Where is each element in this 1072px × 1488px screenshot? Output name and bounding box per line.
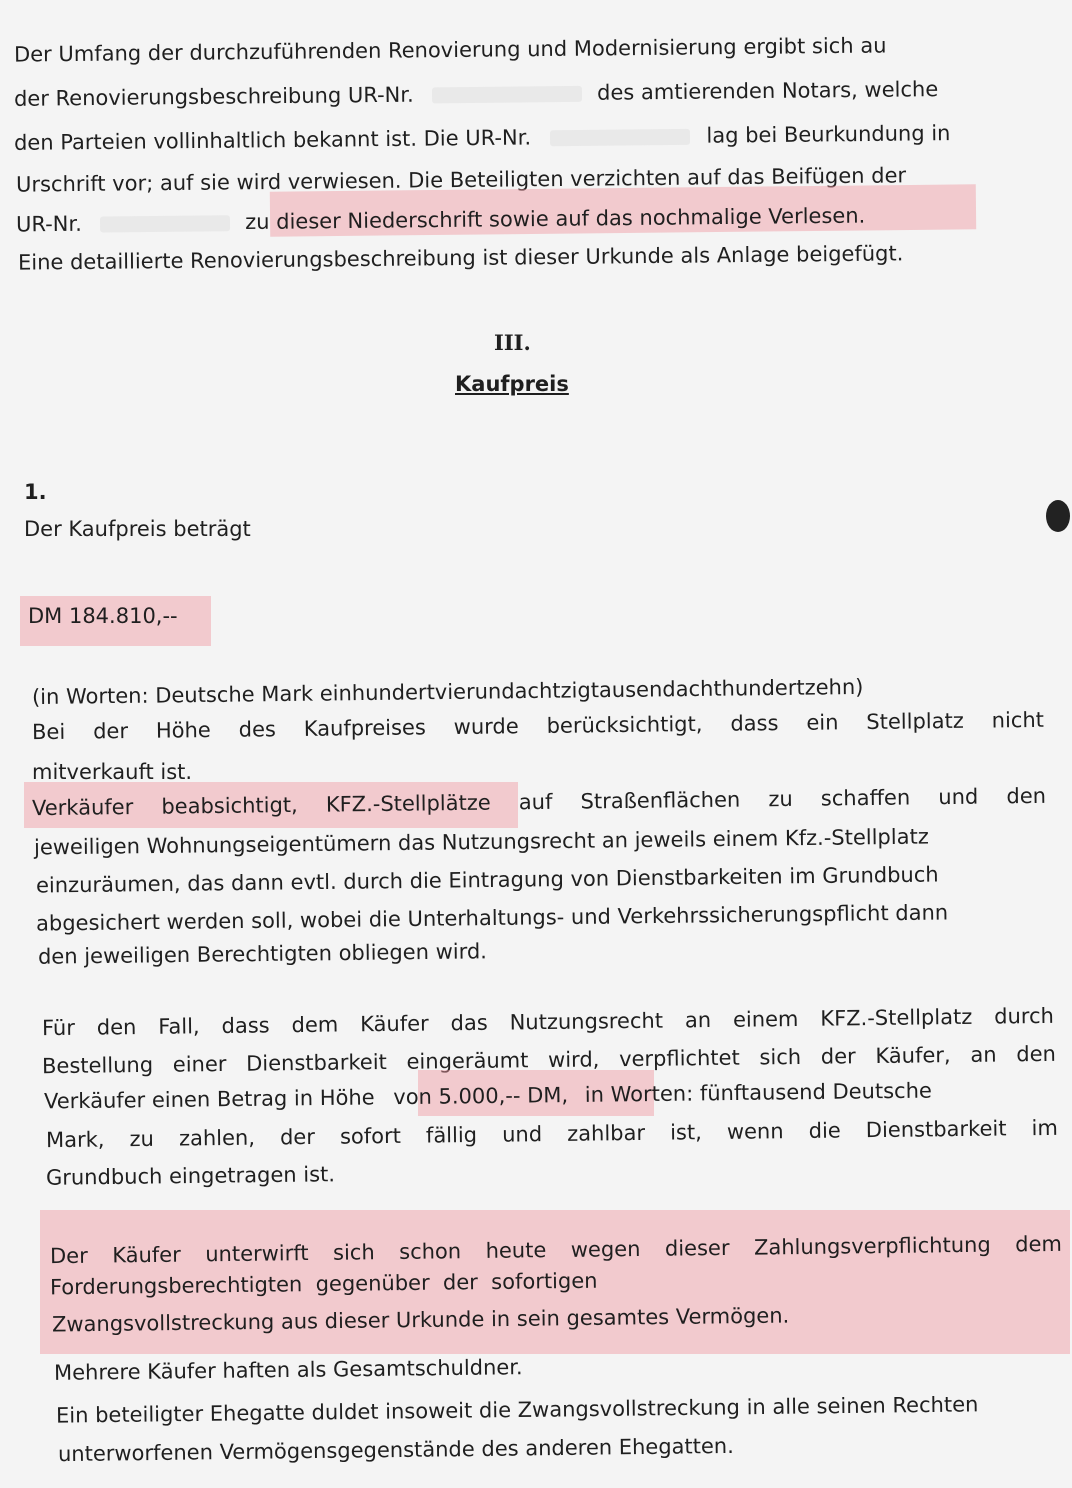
word: Verkäufer bbox=[31, 794, 134, 821]
word: an bbox=[970, 1042, 997, 1067]
text-line: Eine detaillierte Renovierungsbeschreibung ist dieser Urkunde als Anlage beigefügt. bbox=[17, 241, 904, 275]
text-line bbox=[44, 1077, 932, 1116]
word: einem bbox=[732, 1006, 799, 1032]
word: unterwirft bbox=[205, 1241, 309, 1267]
word: durch bbox=[994, 1003, 1054, 1029]
text-segment: des amtierenden Notars, welche bbox=[596, 77, 939, 105]
word: Zahlungsverpflichtung bbox=[753, 1232, 991, 1260]
word: im bbox=[1031, 1115, 1058, 1141]
word: verpflichtet bbox=[618, 1045, 740, 1072]
text-line: den jeweiligen Berechtigten obliegen wird. bbox=[37, 939, 488, 969]
text-line bbox=[14, 75, 938, 113]
word: Dienstbarkeit bbox=[865, 1116, 1007, 1143]
word: dass bbox=[221, 1013, 270, 1038]
word: der bbox=[92, 719, 129, 744]
word: das bbox=[450, 1010, 488, 1036]
word: dass bbox=[730, 711, 779, 736]
word: eingeräumt bbox=[406, 1048, 529, 1074]
text-line: abgesichert werden soll, wobei die Unterhaltungs- und Verkehrssicherungspflicht dann bbox=[35, 900, 949, 936]
text-line bbox=[42, 1002, 1054, 1042]
word: wird, bbox=[547, 1047, 600, 1073]
word: Käufer bbox=[360, 1011, 429, 1037]
word: wegen bbox=[570, 1236, 641, 1262]
text-segment: der Renovierungsbeschreibung UR-Nr. bbox=[13, 82, 414, 111]
text-segment: den Parteien vollinhaltlich bekannt ist. Die UR-Nr. bbox=[13, 125, 532, 155]
text-segment: UR-Nr. bbox=[15, 211, 82, 237]
word: einer bbox=[172, 1051, 227, 1077]
redacted-number bbox=[432, 86, 582, 104]
word: wenn bbox=[726, 1119, 784, 1144]
text-line: Forderungsberechtigten gegenüber der sofortigen bbox=[49, 1268, 598, 1300]
word: Kaufpreises bbox=[303, 715, 426, 741]
text-line: jeweiligen Wohnungseigentümern das Nutzungsrecht an jeweils einem Kfz.-Stellplatz bbox=[33, 824, 929, 860]
text-line: unterworfenen Vermögensgegenstände des anderen Ehegatten. bbox=[57, 1433, 734, 1467]
word: Für bbox=[41, 1015, 76, 1041]
text-segment: Verkäufer einen Betrag in Höhe bbox=[43, 1085, 375, 1114]
word: zu bbox=[768, 786, 793, 812]
word: dem bbox=[291, 1012, 339, 1038]
section-number: III. bbox=[494, 330, 531, 355]
redacted-number bbox=[550, 129, 690, 146]
word: heute bbox=[485, 1238, 547, 1263]
word: den bbox=[1016, 1041, 1056, 1067]
word: den bbox=[96, 1015, 137, 1040]
text-line: mitverkauft ist. bbox=[32, 760, 193, 784]
word: Fall, bbox=[158, 1014, 200, 1039]
text-line: einzuräumen, das dann evtl. durch die Eintragung von Dienstbarkeiten im Grundbuch bbox=[35, 862, 939, 898]
word: wurde bbox=[453, 714, 519, 740]
word: dem bbox=[1015, 1231, 1063, 1257]
text-segment: lag bei Beurkundung in bbox=[706, 121, 951, 148]
word: KFZ.-Stellplätze bbox=[325, 790, 491, 817]
word: schaffen bbox=[820, 785, 911, 811]
word: an bbox=[684, 1008, 712, 1033]
price-amount: DM 184.810,-- bbox=[28, 604, 178, 628]
word: Straßenflächen bbox=[580, 787, 741, 814]
word: Bestellung bbox=[41, 1052, 154, 1079]
word: der bbox=[279, 1124, 316, 1150]
word: Käufer, bbox=[875, 1043, 951, 1069]
word: zu bbox=[129, 1126, 155, 1152]
text-line: Der Kaufpreis beträgt bbox=[24, 517, 251, 541]
highlighted-text: dieser Niederschrift sowie auf das nochmalige Verlesen. bbox=[276, 203, 866, 234]
word: Höhe bbox=[155, 717, 211, 743]
word: Bei bbox=[31, 719, 66, 745]
word: sich bbox=[332, 1240, 375, 1265]
word: ein bbox=[806, 710, 839, 735]
text-line: Grundbuch eingetragen ist. bbox=[45, 1162, 336, 1190]
word: dieser bbox=[664, 1235, 730, 1261]
text-line: Ein beteiligter Ehegatte duldet insoweit die Zwangsvollstreckung in alle seinen Rechten bbox=[55, 1392, 979, 1428]
word: Der bbox=[49, 1243, 88, 1269]
word: Mark, bbox=[45, 1127, 105, 1153]
word: und bbox=[938, 784, 979, 810]
word: den bbox=[1006, 783, 1047, 809]
text-line bbox=[14, 119, 951, 157]
word: und bbox=[501, 1122, 543, 1147]
word: der bbox=[820, 1044, 856, 1069]
redacted-number bbox=[100, 215, 230, 232]
word: beabsichtigt, bbox=[161, 792, 298, 819]
text-segment: in Worten: fünftausend Deutsche bbox=[584, 1078, 932, 1107]
text-line: Zwangsvollstreckung aus dieser Urkunde in sein gesamtes Vermögen. bbox=[51, 1303, 790, 1337]
word: Nutzungsrecht bbox=[509, 1008, 664, 1035]
word: sofort bbox=[339, 1123, 402, 1149]
word: fällig bbox=[425, 1122, 478, 1148]
word: sich bbox=[759, 1044, 802, 1070]
text-line: Der Umfang der durchzuführenden Renovierung und Modernisierung ergibt sich au bbox=[13, 33, 887, 67]
text-line bbox=[46, 1114, 1058, 1154]
text-segment: zu bbox=[245, 209, 270, 235]
text-line bbox=[32, 706, 1044, 746]
text-line: (in Worten: Deutsche Mark einhundertvierundachtzigtausendachthundertzehn) bbox=[31, 674, 864, 710]
word: Dienstbarkeit bbox=[246, 1049, 387, 1076]
ink-blot bbox=[1046, 500, 1070, 532]
word: schon bbox=[399, 1239, 462, 1264]
text-line bbox=[16, 202, 866, 239]
clause-number: 1. bbox=[24, 480, 47, 504]
word: ist, bbox=[669, 1120, 702, 1145]
word: Käufer bbox=[112, 1242, 181, 1268]
section-title: Kaufpreis bbox=[455, 372, 569, 396]
word: zahlbar bbox=[567, 1120, 646, 1146]
text-line: Mehrere Käufer haften als Gesamtschuldner. bbox=[53, 1355, 523, 1385]
text-line: Urschrift vor; auf sie wird verwiesen. Die Beteiligten verzichten auf das Beifügen der bbox=[15, 163, 907, 197]
word: die bbox=[808, 1118, 841, 1143]
word: berücksichtigt, bbox=[546, 711, 703, 738]
word: nicht bbox=[991, 707, 1045, 733]
highlighted-text: von 5.000,-- DM, bbox=[393, 1083, 569, 1110]
word: auf bbox=[518, 789, 553, 815]
word: zahlen, bbox=[178, 1125, 256, 1151]
word: des bbox=[238, 717, 277, 742]
word: Stellplatz bbox=[866, 708, 964, 734]
word: KFZ.-Stellplatz bbox=[820, 1004, 973, 1031]
